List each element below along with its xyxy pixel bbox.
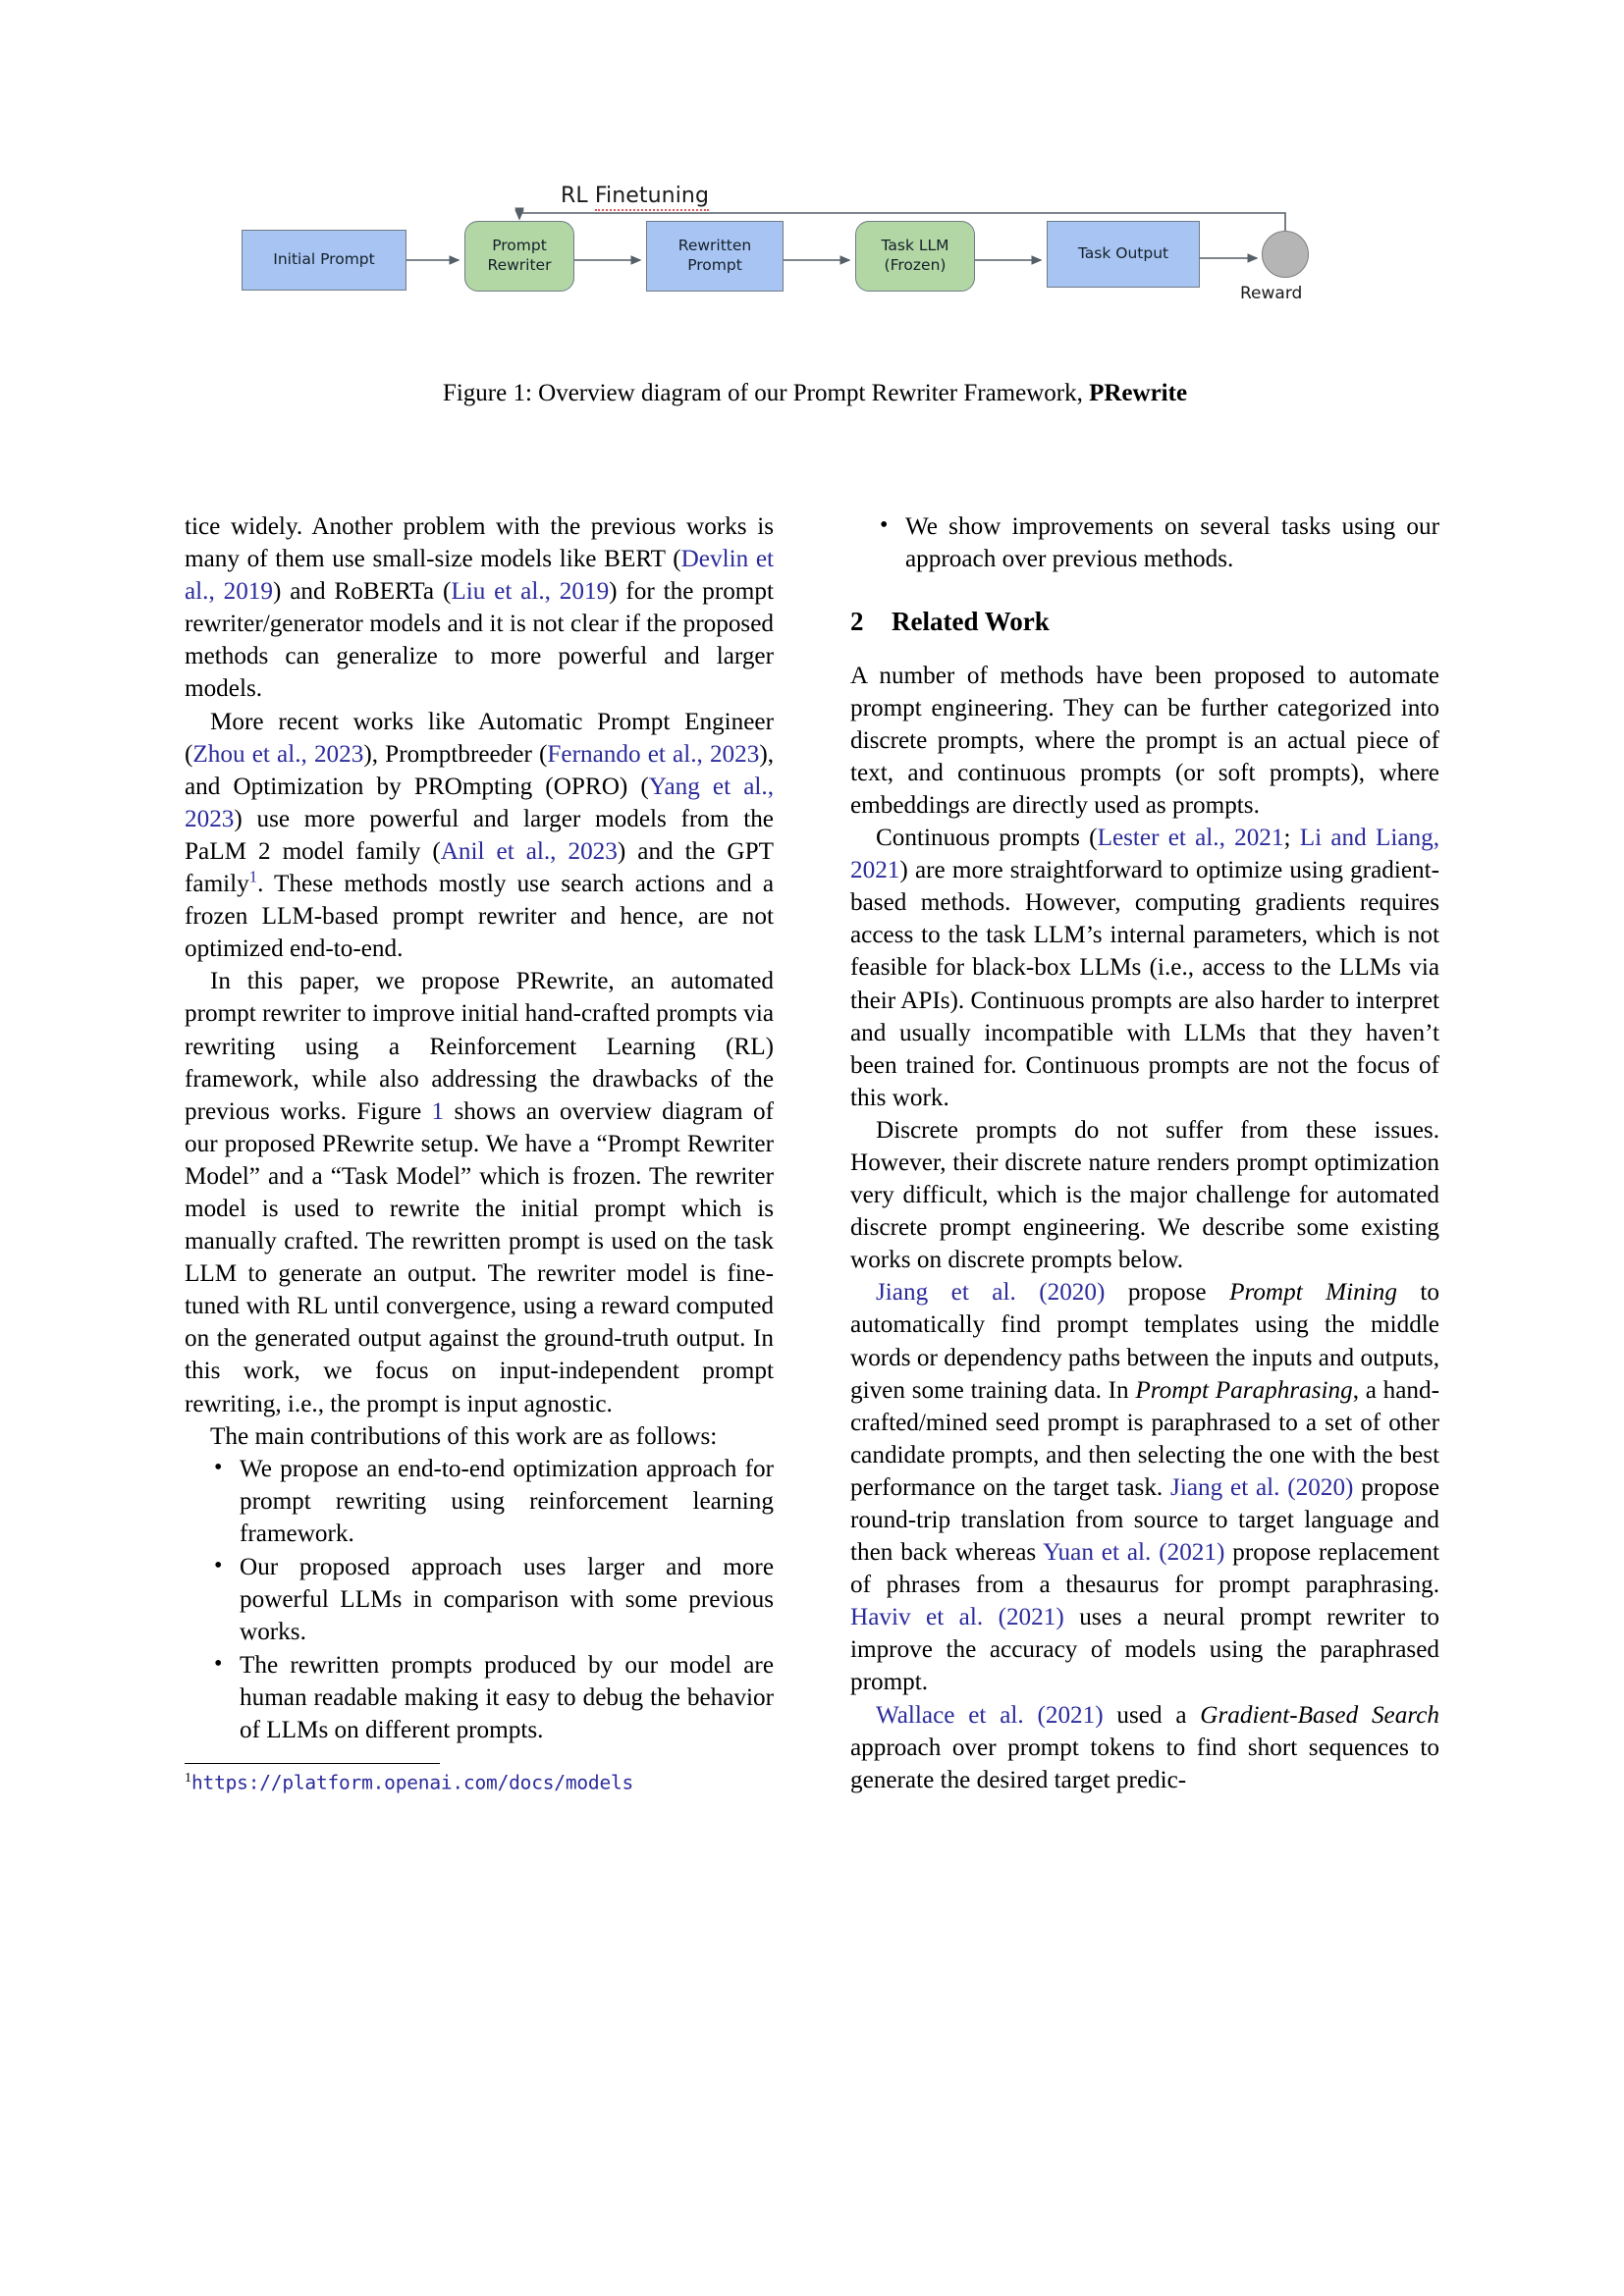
rpara4-text-5: propose replacement of phrases from a thesaurus for prompt paraphrasing. — [850, 1539, 1439, 1599]
rewritten-prompt-line-2: Prompt — [687, 256, 742, 274]
paragraph-gradient-based-search — [850, 1699, 1439, 1796]
list-item: • We show improvements on several tasks using our approach over previous methods. — [905, 510, 1439, 575]
prompt-rewriter-line-2: Rewriter — [487, 256, 552, 274]
diagram-node-prompt-rewriter — [464, 221, 574, 292]
para1-text-3: ) for the prompt rewriter/generator models and it is not clear if the proposed methods can generalize to more powerful and larger models. — [185, 578, 774, 703]
rpara4-text-2: to automatically find prompt templates using the middle words or dependency paths between the inputs and outputs, given some training data. In — [850, 1279, 1440, 1404]
citation-lester-2021[interactable]: Lester et al., 2021 — [1097, 825, 1284, 852]
rpara4-text-6: uses a neural prompt rewriter to improve the accuracy of models using the paraphrased prompt. — [850, 1604, 1440, 1696]
citation-jiang-2020-b[interactable]: Jiang et al. (2020) — [1170, 1473, 1354, 1501]
para2-text-2: ), Promptbreeder ( — [363, 740, 548, 768]
citation-anil-2023[interactable]: Anil et al., 2023 — [440, 837, 618, 865]
rpara2-text-2: ; — [1283, 825, 1300, 852]
rpara4-text-4: propose round-trip translation from source to target language and then back whereas — [850, 1473, 1439, 1567]
diagram-node-rewritten-prompt — [646, 221, 784, 292]
rpara5-text-2: approach over prompt tokens to find short sequences to generate the desired target predic- — [850, 1734, 1439, 1793]
list-item: • The rewritten prompts produced by our model are human readable making it easy to debug the behavior of LLMs on different prompts. — [240, 1649, 774, 1746]
right-text-column — [850, 510, 1439, 1796]
footnote-1-marker: 1 — [185, 1770, 191, 1786]
citation-yuan-2021[interactable]: Yuan et al. (2021) — [1043, 1539, 1225, 1567]
paragraph-prompt-mining — [850, 1276, 1439, 1698]
figure-ref-1[interactable]: 1 — [431, 1097, 445, 1125]
section-number: 2 — [850, 607, 864, 637]
paragraph-continuation — [185, 510, 774, 706]
para2-text-6: . These methods mostly use search actions and a frozen LLM-based prompt rewriter and hence, are not optimized end-to-end. — [185, 871, 774, 963]
footnote-1 — [185, 1770, 774, 1797]
term-prompt-paraphrasing: Prompt Paraphrasing — [1135, 1376, 1353, 1404]
list-item: • We propose an end-to-end optimization approach for prompt rewriting using reinforcement learning framework. — [240, 1453, 774, 1550]
paragraph-contributions-intro: The main contributions of this work are as follows: — [210, 1422, 718, 1450]
figure-1-caption-text: Figure 1: Overview diagram of our Prompt Rewriter Framework, — [442, 380, 1090, 406]
citation-li-liang-2021[interactable]: Li and Liang, 2021 — [850, 825, 1439, 884]
citation-haviv-2021[interactable]: Haviv et al. (2021) — [850, 1604, 1064, 1631]
para2-text-3: ), and Optimization by PROmpting (OPRO) ( — [185, 740, 775, 800]
paragraph-related-intro: A number of methods have been proposed to automate prompt engineering. They can be further categorized into discrete prompts, where the prompt is an actual piece of text, and continuous prompts (or soft prompts), where embeddings are directly used as prompts. — [850, 662, 1439, 819]
para1-text-1: tice widely. Another problem with the previous works is many of them use small-size models like BERT ( — [185, 513, 774, 573]
term-prompt-mining: Prompt Mining — [1229, 1279, 1397, 1307]
footnote-divider — [185, 1763, 440, 1764]
rewritten-prompt-line-1: Rewritten — [677, 237, 752, 255]
diagram-node-reward-label: Reward — [1240, 284, 1303, 303]
section-title: Related Work — [892, 607, 1050, 637]
left-contributions-list — [185, 1453, 774, 1747]
paragraph-discrete-prompts: Discrete prompts do not suffer from these issues. However, their discrete nature renders prompt optimization very difficult, which is the major challenge for automated discrete prompt engineering. We describe some existing works on discrete prompts below. — [850, 1116, 1439, 1274]
rl-finetuning-prefix: RL — [561, 184, 595, 208]
prompt-rewriter-line-1: Prompt — [492, 237, 547, 255]
rpara2-text-3: ) are more straightforward to optimize using gradient-based methods. However, computing gradients requires access to the task LLM’s internal parameters, which is not feasible for black-box LLMs (i.e., access to the LLMs via their APIs). Continuous prompts are also harder to interpret and usually incompatible with LLMs that they haven’t been trained for. Continuous prompts are not the focus of this work. — [850, 857, 1439, 1111]
paragraph-continuous-prompts — [850, 822, 1439, 1114]
footnote-1-url[interactable]: https://platform.openai.com/docs/models — [191, 1771, 634, 1794]
diagram-node-rewritten-prompt-label — [678, 237, 751, 276]
right-contributions-list — [850, 510, 1439, 575]
diagram-node-reward-circle — [1262, 231, 1309, 278]
list-item: • Our proposed approach uses larger and more powerful LLMs in comparison with some previous works. — [240, 1551, 774, 1648]
figure-1-caption-system-name: PRewrite — [1089, 380, 1188, 406]
left-text-column — [185, 510, 774, 1796]
diagram-node-task-output-label: Task Output — [1077, 244, 1169, 263]
citation-yang-2023[interactable]: Yang et al., 2023 — [185, 773, 775, 832]
diagram-node-initial-prompt — [242, 230, 406, 291]
para3-text-2: shows an overview diagram of our proposed PRewrite setup. We have a “Prompt Rewriter Model” and a “Task Model” which is frozen. The rewriter model is used to rewrite the initial prompt which is manually crafted. The rewritten prompt is used on the task LLM to generate an output. The rewriter model is fine-tuned with RL until convergence, using a reward computed on the generated output against the ground-truth output. In this work, we focus on input-independent prompt rewriting, i.e., the prompt is input agnostic. — [185, 1097, 774, 1417]
rpara2-text-1: Continuous prompts ( — [876, 825, 1098, 852]
task-llm-line-1: Task LLM — [881, 237, 949, 255]
figure-1-caption — [187, 378, 1443, 410]
para2-text-4: ) use more powerful and larger models from the PaLM 2 model family ( — [185, 805, 774, 865]
citation-jiang-2020-a[interactable]: Jiang et al. (2020) — [876, 1279, 1106, 1307]
citation-devlin-2019[interactable]: Devlin et al., 2019 — [185, 546, 775, 606]
citation-liu-2019[interactable]: Liu et al., 2019 — [451, 578, 610, 606]
rpara4-text-1: propose — [1105, 1279, 1230, 1307]
diagram-node-task-llm — [855, 221, 975, 292]
para1-text-2: ) and RoBERTa ( — [273, 578, 452, 606]
footnote-ref-1[interactable]: 1 — [248, 867, 258, 886]
rl-finetuning-misspelled-word: Finetuning — [595, 184, 709, 211]
citation-zhou-2023[interactable]: Zhou et al., 2023 — [192, 740, 364, 768]
figure-1 — [187, 182, 1443, 466]
citation-fernando-2023[interactable]: Fernando et al., 2023 — [547, 740, 760, 768]
prewrite-overview-diagram — [187, 182, 1443, 358]
para2-text-5: ) and the GPT family — [185, 837, 775, 898]
task-llm-line-2: (Frozen) — [884, 256, 947, 274]
rpara4-text-3: , a hand-crafted/mined seed prompt is paraphrased to a set of other candidate prompts, and then selecting the one with the best performance on the target task. — [850, 1376, 1440, 1501]
diagram-node-task-output — [1047, 221, 1200, 288]
citation-wallace-2021[interactable]: Wallace et al. (2021) — [876, 1701, 1104, 1729]
term-gradient-based-search: Gradient-Based Search — [1200, 1701, 1439, 1729]
rpara5-text-1: used a — [1103, 1701, 1201, 1729]
para3-text-1: In this paper, we propose PRewrite, an automated prompt rewriter to improve initial hand-crafted prompts via rewriting using a Reinforcement Learning (RL) framework, while also addressing the drawbacks of the previous works. Figure — [185, 968, 774, 1125]
diagram-node-task-llm-label — [881, 237, 948, 276]
diagram-node-initial-prompt-label: Initial Prompt — [273, 250, 375, 269]
diagram-node-prompt-rewriter-label — [488, 237, 552, 276]
para2-text-1: More recent works like Automatic Prompt Engineer ( — [185, 708, 774, 768]
paragraph-this-paper — [185, 965, 774, 1419]
paragraph-recent-works — [185, 706, 774, 966]
section-heading-related-work — [850, 606, 1439, 637]
